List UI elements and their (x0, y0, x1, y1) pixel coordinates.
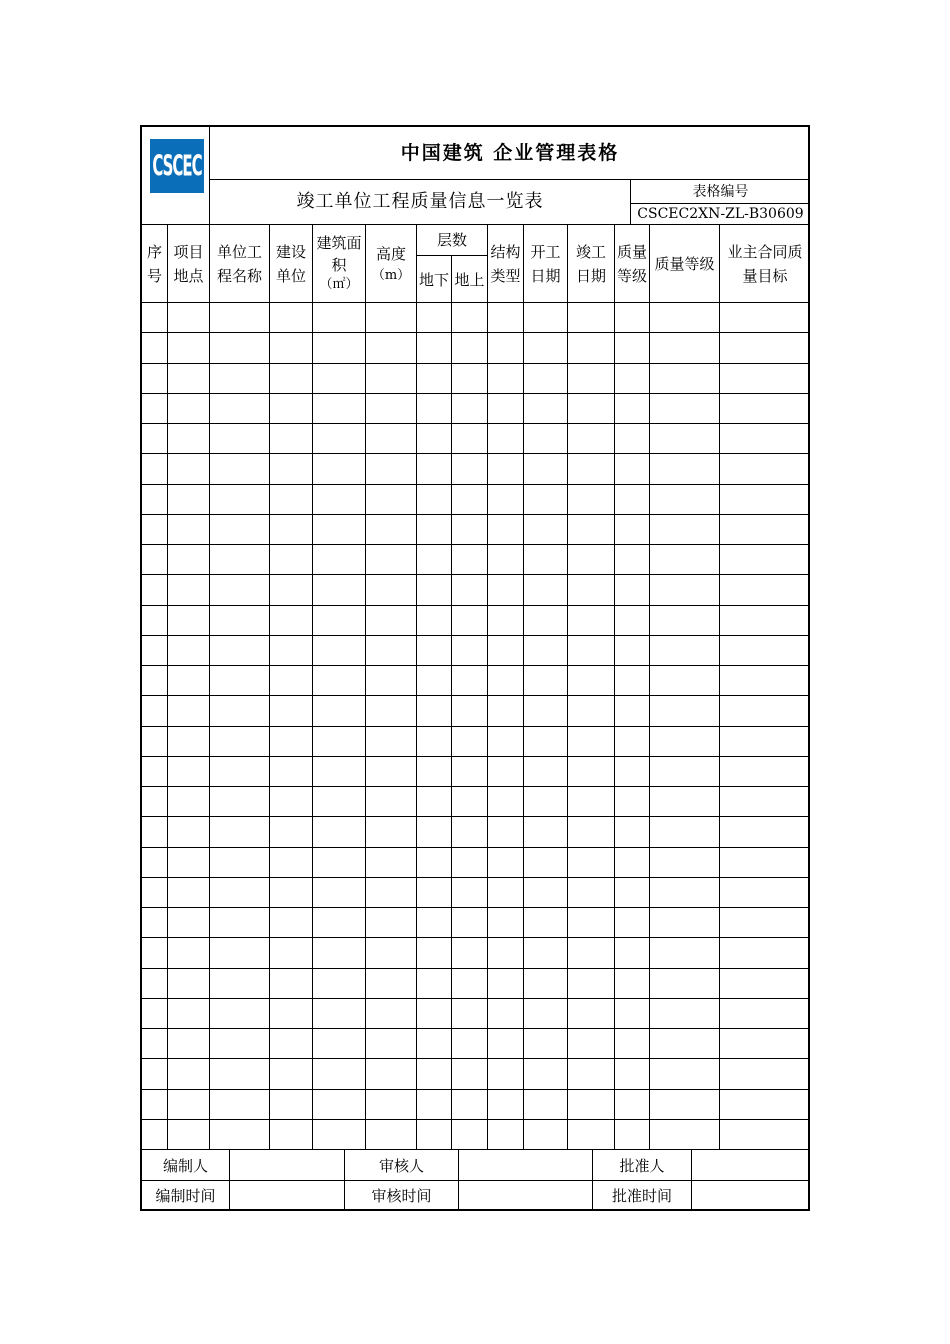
table-row[interactable] (142, 515, 808, 544)
col-header-area-line2: 积 (331, 255, 347, 274)
footer-row-line (142, 1180, 808, 1181)
table-row[interactable] (142, 606, 808, 635)
footer-column-line (229, 1150, 230, 1211)
floors-divider (416, 255, 487, 256)
col-header-quality-level: 质量等级 (654, 255, 715, 273)
review-time-field[interactable] (459, 1181, 592, 1211)
col-header-area-line3: （㎡） (319, 277, 359, 293)
col-header-owner-line2: 单位 (275, 267, 306, 285)
col-header-owner (270, 225, 312, 303)
form-code-label: 表格编号 (692, 183, 749, 200)
col-header-height-line1: 高度 (375, 244, 406, 263)
table-row[interactable] (142, 545, 808, 574)
approve-time-label: 批准时间 (611, 1187, 672, 1205)
col-header-finish-line1: 竣工 (575, 243, 606, 261)
col-header-height (366, 225, 416, 303)
col-header-floors-below: 地下 (418, 270, 449, 289)
col-header-unit-name (210, 225, 269, 303)
review-time-label: 审核时间 (371, 1187, 432, 1205)
title-divider (209, 179, 808, 180)
col-header-seq (142, 225, 167, 303)
col-header-unit-name-line1: 单位工 (216, 243, 262, 261)
table-row[interactable] (142, 364, 808, 393)
table-row[interactable] (142, 636, 808, 665)
col-header-site (168, 225, 209, 303)
footer-column-line (592, 1150, 593, 1211)
footer-column-line (691, 1150, 692, 1211)
preparer-field[interactable] (230, 1151, 344, 1181)
table-row[interactable] (142, 394, 808, 423)
col-header-quality-line2: 等级 (616, 267, 647, 285)
table-row[interactable] (142, 1059, 808, 1088)
col-header-seq-line2: 号 (146, 267, 162, 285)
code-inner-divider (631, 203, 808, 204)
prepare-time-label: 编制时间 (155, 1187, 216, 1205)
table-row[interactable] (142, 485, 808, 514)
reviewer-label: 审核人 (378, 1157, 424, 1175)
code-divider (630, 180, 631, 224)
col-header-area (313, 225, 365, 303)
prepare-time-field[interactable] (230, 1181, 344, 1211)
col-header-owner-target (720, 225, 810, 303)
table-row[interactable] (142, 303, 808, 332)
logo-text: CSCEC (152, 148, 202, 184)
col-header-owner-target-line1: 业主合同质 (727, 243, 803, 261)
table-row[interactable] (142, 424, 808, 453)
table-row[interactable] (142, 666, 808, 695)
col-header-owner-target-line2: 量目标 (742, 267, 788, 285)
col-header-owner-line1: 建设 (275, 243, 306, 261)
preparer-label: 编制人 (162, 1157, 208, 1175)
table-row[interactable] (142, 1120, 808, 1149)
approver-label: 批准人 (619, 1157, 665, 1175)
main-title: 中国建筑 企业管理表格 (400, 141, 620, 164)
table-row[interactable] (142, 969, 808, 998)
col-header-seq-line1: 序 (146, 243, 162, 261)
table-row[interactable] (142, 999, 808, 1028)
footer-column-line (344, 1150, 345, 1211)
table-row[interactable] (142, 908, 808, 937)
row-line (142, 1149, 808, 1150)
col-header-quality (615, 225, 649, 303)
col-header-structure-line2: 类型 (490, 267, 521, 285)
col-header-start-line2: 日期 (530, 267, 561, 285)
table-row[interactable] (142, 1029, 808, 1058)
col-header-site-line2: 地点 (173, 267, 204, 285)
col-header-quality-line1: 质量 (616, 243, 647, 261)
col-header-site-line1: 项目 (173, 243, 204, 261)
table-row[interactable] (142, 938, 808, 967)
cscec-logo-icon (150, 139, 204, 193)
col-header-start-date (524, 225, 567, 303)
table-row[interactable] (142, 727, 808, 756)
logo-divider (209, 127, 210, 224)
reviewer-field[interactable] (459, 1151, 592, 1181)
table-row[interactable] (142, 454, 808, 483)
col-header-structure (488, 225, 523, 303)
col-header-finish-line2: 日期 (575, 267, 606, 285)
approve-time-field[interactable] (692, 1181, 810, 1211)
quality-info-form (140, 125, 810, 1211)
col-header-floors: 层数 (436, 231, 467, 249)
table-row[interactable] (142, 878, 808, 907)
col-header-unit-name-line2: 程名称 (216, 267, 262, 285)
table-row[interactable] (142, 1090, 808, 1119)
footer-column-line (458, 1150, 459, 1211)
form-code-value: CSCEC2XN-ZL-B30609 (637, 205, 804, 222)
header-bottom-line (142, 224, 808, 225)
table-row[interactable] (142, 817, 808, 846)
table-row[interactable] (142, 848, 808, 877)
col-header-area-line1: 建筑面 (316, 233, 362, 252)
table-row[interactable] (142, 575, 808, 604)
form-title: 竣工单位工程质量信息一览表 (296, 190, 544, 212)
col-header-finish-date (568, 225, 614, 303)
table-row[interactable] (142, 696, 808, 725)
col-header-start-line1: 开工 (530, 243, 561, 261)
col-header-floors-above: 地上 (454, 270, 485, 289)
col-header-structure-line1: 结构 (490, 243, 521, 261)
table-row[interactable] (142, 757, 808, 786)
approver-field[interactable] (692, 1151, 810, 1181)
table-row[interactable] (142, 333, 808, 362)
col-header-height-line2: （m） (371, 267, 411, 283)
table-row[interactable] (142, 787, 808, 816)
